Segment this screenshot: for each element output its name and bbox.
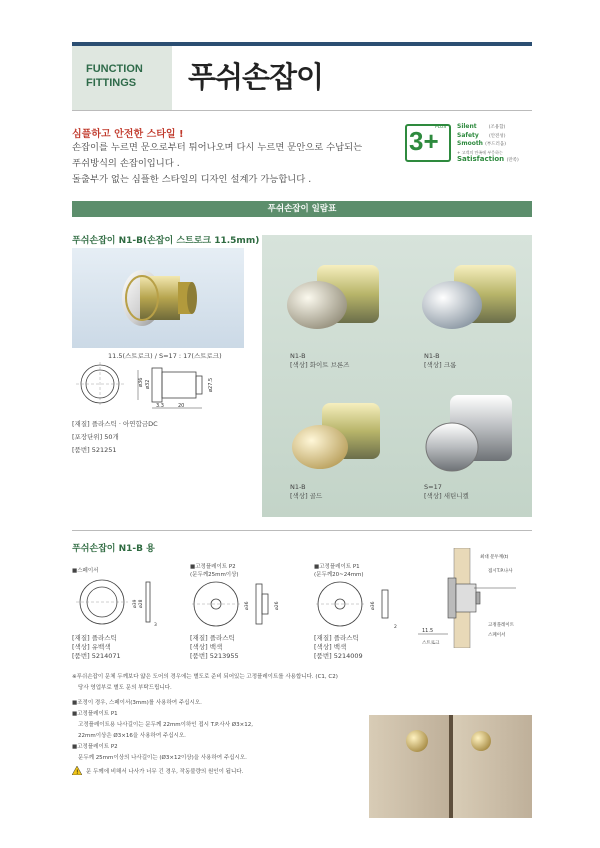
variant-white-bronze — [287, 265, 379, 329]
variant-caption — [424, 352, 456, 370]
section2-divider — [72, 530, 532, 531]
install-label: 스트로크 — [422, 641, 440, 646]
spacer-specs — [72, 634, 121, 661]
variant-model: S=17 — [424, 483, 442, 491]
plate-p2-specs — [190, 634, 239, 661]
page-title: 푸쉬손잡이 — [188, 60, 324, 94]
badge-item: Safety (안전성) — [457, 131, 506, 139]
spec-line: [색상] 백색 — [190, 643, 223, 651]
part-name: ■고정플레이트 P2 — [190, 564, 236, 570]
install-stroke-value: 11.5 — [422, 628, 434, 634]
variant-photo-grid — [262, 235, 532, 517]
plate-p1-drawing — [314, 580, 404, 630]
door-illustration — [369, 715, 532, 818]
dim-20: 20 — [178, 403, 185, 409]
note-line: 문두께 25mm이상의 나사길이는 (Ø3×12이상)을 사용하여 주십시오. — [78, 755, 247, 761]
warning-text: 문 두께에 비해서 나사가 너무 긴 경우, 작동불량의 원인이 됩니다. — [86, 768, 244, 775]
spec-line: [재질] 플라스틱 — [314, 634, 359, 642]
product-photo-main — [72, 248, 244, 348]
variant-caption — [424, 483, 469, 501]
variant-color: [색상] 화이트 브론즈 — [290, 361, 350, 369]
dim-d32: ø32 — [145, 379, 151, 389]
badge-item: Silent (조용함) — [457, 123, 506, 130]
intro-line: 손잡이를 누르면 문으로부터 튀어나오며 다시 누르면 문안으로 수납되는 — [72, 142, 363, 153]
note-line: ■고정플레이트 P1 — [72, 711, 118, 717]
section-band-title: 푸쉬손잡이 일람표 — [72, 201, 532, 217]
installation-diagram — [418, 548, 536, 648]
spec-line: [품번] 5214071 — [72, 652, 121, 660]
spec-line: [색상] 백색 — [314, 643, 347, 651]
install-label: 고정플레이트 — [488, 623, 515, 628]
note-line: 22mm이상은 Ø3×16을 사용하여 주십시오. — [78, 733, 186, 739]
push-handle-illustration — [72, 248, 244, 348]
note-line: ■고정플레이트 P2 — [72, 744, 118, 750]
part-name-spacer: ■스페이서 — [72, 568, 99, 574]
plate-p2-drawing — [190, 580, 290, 630]
spec-line: [품번] 5214009 — [314, 652, 363, 660]
dim-t2: 2 — [394, 625, 397, 630]
variant-model: N1-B — [290, 483, 306, 491]
badge-note: + 고객의 만족에 부응하는 — [457, 149, 503, 155]
intro-line: 푸쉬방식의 손잡이입니다 . — [72, 158, 180, 169]
dim-d275: ø27.5 — [208, 377, 214, 392]
part-name: ■고정플레이트 P1 — [314, 564, 360, 570]
spec-line: [포장단위] 50개 — [72, 433, 119, 441]
spec-line: [재질] 플라스틱 — [72, 634, 117, 642]
intro-line: 돌출부가 없는 심플한 스타일의 디자인 설계가 가능합니다 . — [72, 174, 312, 185]
variant-model: N1-B — [424, 352, 440, 360]
variant-gold — [292, 403, 380, 469]
three-plus-badge — [405, 122, 535, 164]
spec-line: [재질] 플라스틱 — [190, 634, 235, 642]
svg-text:!: ! — [76, 769, 79, 775]
dim-p2-b: ø26 — [275, 601, 280, 610]
badge-satisfaction: Satisfaction (만족) — [457, 155, 519, 163]
spacer-drawing — [72, 578, 162, 628]
variant-color: [색상] 크롬 — [424, 361, 457, 369]
note-line: 고정플레이트용 나사길이는 문두께 22mm이하인 접시 T.P.사사 Ø3×12, — [78, 722, 253, 728]
warning-icon — [72, 766, 82, 775]
variant-caption — [290, 483, 322, 501]
intro-text — [72, 140, 412, 188]
dim-33: 3.3 — [156, 403, 164, 409]
badge-items — [457, 123, 519, 165]
stroke-note: 11.5(스트로크) / S=17 : 17(스트로크) — [108, 352, 222, 360]
category-label — [72, 46, 172, 110]
intro-headline: 심플하고 안전한 스타일 ! — [72, 129, 184, 140]
dim-d36: ø36 — [138, 377, 144, 387]
section1-title: 푸쉬손잡이 N1-B(손잡이 스트로크 11.5mm) — [72, 236, 260, 246]
spec-line: [품번] 5213955 — [190, 652, 239, 660]
install-label: 최대 문두께(t) — [480, 555, 509, 560]
part-name-p2 — [190, 562, 239, 578]
category-line-1: FUNCTION — [86, 63, 143, 75]
badge-number: 3+ — [409, 126, 439, 156]
part-sub: (문두께25mm이상) — [190, 572, 239, 578]
part-sub: (문두께20~24mm) — [314, 572, 364, 578]
door-knob-retracted — [471, 731, 491, 751]
install-label: 접시T.P.나사 — [488, 569, 513, 574]
section2-title: 푸쉬손잡이 N1-B 용 — [72, 544, 155, 554]
category-line-2: FITTINGS — [86, 77, 137, 89]
dim-p2-a: ø36 — [245, 601, 250, 610]
variant-caption — [290, 352, 349, 370]
badge-item: Smooth (부드러움) — [457, 140, 506, 147]
dim-p1-a: ø36 — [371, 601, 376, 610]
badge-plus: PLUS — [435, 125, 447, 130]
variant-model: N1-B — [290, 352, 306, 360]
variant-illustrations — [262, 235, 532, 517]
section1-specs — [72, 420, 158, 455]
dim-sp-b: ø28 — [139, 599, 144, 608]
note-line: ■조정이 경우, 스페이서(3mm)를 사용하여 주십시오. — [72, 700, 202, 706]
variant-color: [색상] 새틴니켈 — [424, 492, 469, 500]
dim-sp-a: ø39 — [133, 599, 138, 608]
note-line: 당사 영업부로 별도 문의 부탁드립니다. — [78, 685, 172, 691]
door-knob-popped — [406, 730, 428, 752]
variant-chrome — [422, 265, 516, 329]
spec-line: [색상] 유백색 — [72, 643, 111, 651]
warning-line — [72, 766, 243, 775]
spec-line: [품번] 521251 — [72, 446, 117, 454]
install-label: 스페이서 — [488, 633, 506, 638]
door-installed-photo — [369, 715, 532, 818]
installation-notes — [72, 672, 372, 764]
plate-p1-specs — [314, 634, 363, 661]
spec-line: [재질] 플라스틱 · 아연합금DC — [72, 420, 158, 428]
part-name-p1 — [314, 562, 364, 578]
note-line: ※푸쉬손잡이 문체 두께보다 얇은 도어의 경우에는 별도로 준비 되어있는 고정플레이트를 사용합니다. (C1, C2) — [72, 674, 338, 680]
variant-color: [색상] 골드 — [290, 492, 323, 500]
dim-t3: 3 — [154, 623, 157, 628]
variant-satin-nickel — [426, 395, 512, 471]
header-divider — [72, 110, 532, 111]
n1b-technical-drawing — [72, 362, 252, 412]
